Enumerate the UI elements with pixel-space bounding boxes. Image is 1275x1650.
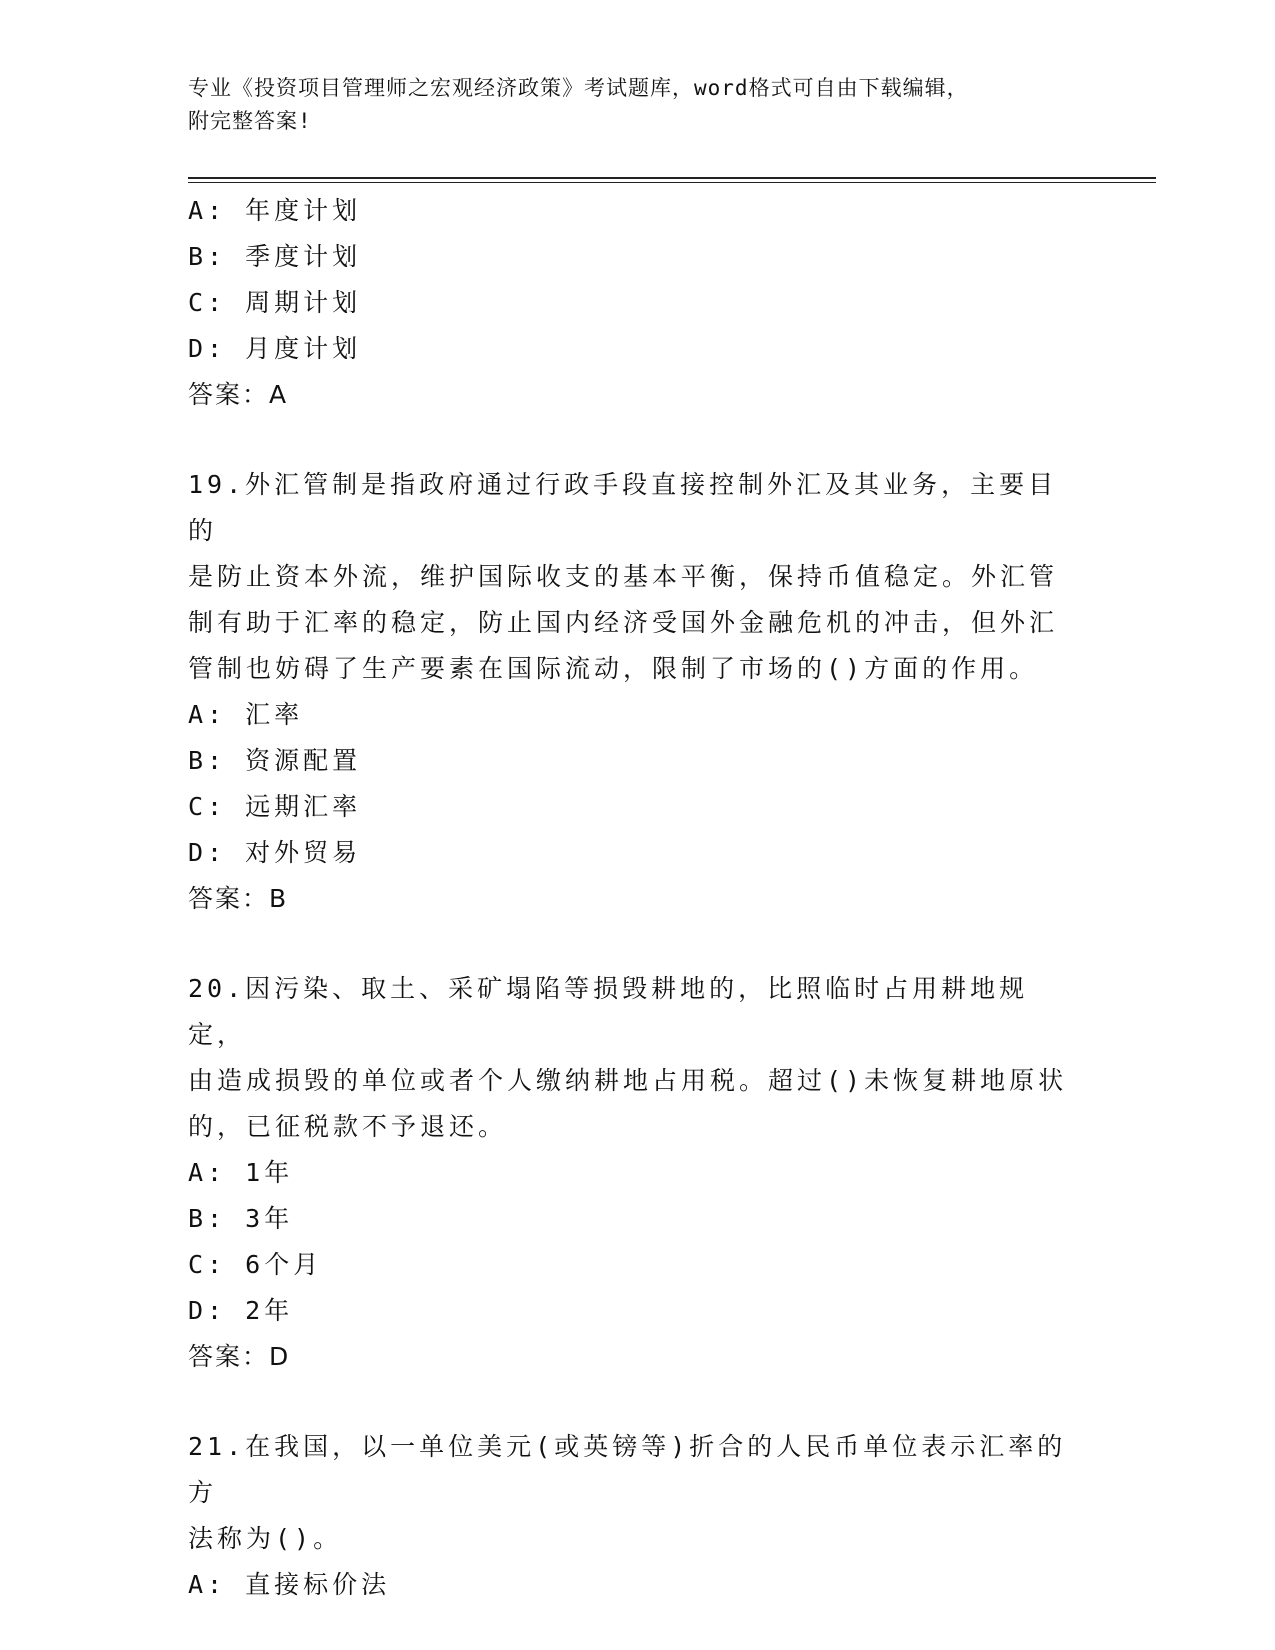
option-c: C: 周期计划 [188, 288, 362, 317]
option-c: C: 远期汇率 [188, 792, 362, 821]
header-divider-thick [188, 177, 1156, 179]
question-line: 19.外汇管制是指政府通过行政手段直接控制外汇及其业务，主要目的 [188, 470, 1058, 545]
document-header [188, 72, 1088, 138]
question-line: 21.在我国，以一单位美元(或英镑等)折合的人民币单位表示汇率的方 [188, 1432, 1067, 1507]
spacer [188, 1380, 1078, 1424]
header-line-1: 专业《投资项目管理师之宏观经济政策》考试题库，word格式可自由下载编辑， [188, 76, 969, 100]
option-b: B: 3年 [188, 1204, 294, 1233]
spacer [188, 418, 1078, 462]
question-text [188, 462, 1078, 692]
question-18 [188, 188, 1078, 418]
question-list [188, 188, 1078, 1608]
option-b: B: 季度计划 [188, 242, 362, 271]
option-d: D: 月度计划 [188, 334, 362, 363]
answer-line: 答案：B [188, 884, 289, 913]
question-line: 是防止资本外流，维护国际收支的基本平衡，保持币值稳定。外汇管 [188, 562, 1059, 591]
question-line: 20.因污染、取土、采矿塌陷等损毁耕地的，比照临时占用耕地规定， [188, 974, 1029, 1049]
question-line: 管制也妨碍了生产要素在国际流动，限制了市场的()方面的作用。 [188, 654, 1039, 683]
question-text [188, 1424, 1078, 1562]
question-line: 法称为()。 [188, 1524, 343, 1553]
option-d: D: 2年 [188, 1296, 294, 1325]
option-a: A: 年度计划 [188, 196, 362, 225]
option-d: D: 对外贸易 [188, 838, 362, 867]
header-line-2: 附完整答案! [188, 109, 312, 133]
spacer [188, 922, 1078, 966]
option-b: B: 资源配置 [188, 746, 362, 775]
answer-line: 答案：D [188, 1342, 291, 1371]
option-a: A: 汇率 [188, 700, 304, 729]
question-20 [188, 966, 1078, 1380]
option-a: A: 直接标价法 [188, 1570, 391, 1599]
question-line: 由造成损毁的单位或者个人缴纳耕地占用税。超过()未恢复耕地原状 [188, 1066, 1068, 1095]
answer-line: 答案：A [188, 380, 289, 409]
question-21 [188, 1424, 1078, 1608]
option-a: A: 1年 [188, 1158, 294, 1187]
option-c: C: 6个月 [188, 1250, 323, 1279]
question-text [188, 966, 1078, 1150]
header-divider-thin [188, 182, 1156, 183]
question-line: 制有助于汇率的稳定，防止国内经济受国外金融危机的冲击，但外汇 [188, 608, 1059, 637]
question-line: 的，已征税款不予退还。 [188, 1112, 508, 1141]
question-19 [188, 462, 1078, 922]
